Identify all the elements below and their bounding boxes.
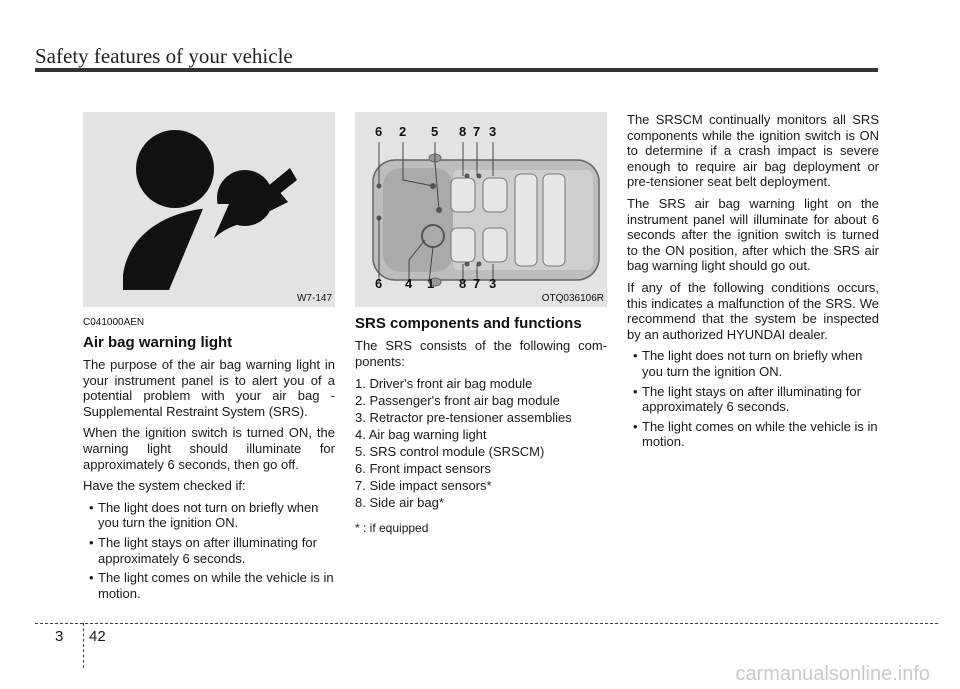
list-item: • The light does not turn on briefly when you turn the ignition ON. bbox=[627, 348, 879, 379]
list-item: 3. Retractor pre-tensioner assemblies bbox=[355, 410, 572, 426]
section-code: C041000AEN bbox=[83, 317, 145, 328]
label-number: 7 bbox=[473, 124, 481, 139]
figure-code: W7-147 bbox=[296, 293, 332, 304]
paragraph: Have the system checked if: bbox=[83, 478, 246, 494]
column-srs-components bbox=[355, 112, 607, 535]
list-item: • The light comes on while the vehicle is in motion. bbox=[627, 419, 879, 450]
vehicle-top-view-diagram bbox=[355, 112, 607, 307]
list-item: 6. Front impact sensors bbox=[355, 461, 491, 477]
label-number: 6 bbox=[375, 276, 383, 291]
section-heading: SRS components and functions bbox=[355, 315, 582, 332]
label-number: 8 bbox=[459, 124, 467, 139]
airbag-warning-icon bbox=[83, 112, 335, 307]
page-number: 42 bbox=[89, 628, 106, 645]
list-item: 4. Air bag warning light bbox=[355, 427, 487, 443]
list-item: • The light comes on while the vehicle is in motion. bbox=[83, 570, 335, 601]
section-number: 3 bbox=[55, 628, 64, 645]
label-number: 7 bbox=[473, 276, 481, 291]
list-item: 1. Driver's front air bag module bbox=[355, 376, 533, 392]
paragraph: When the ignition switch is turned ON, the warning light should illuminate for approximately 6 seconds, then go off. bbox=[83, 425, 335, 472]
label-number: 3 bbox=[489, 124, 497, 139]
footer-rule bbox=[35, 623, 938, 624]
column-srscm bbox=[627, 112, 879, 454]
paragraph: The purpose of the air bag warning light in your instrument panel is to alert you of a potential problem with your air bag - Supplemental Restraint System (SRS). bbox=[83, 357, 335, 419]
figure-code: OTQ036106R bbox=[541, 293, 604, 304]
footer-divider bbox=[83, 623, 84, 668]
header-rule bbox=[35, 68, 878, 72]
list-item: • The light stays on after illuminating for approximately 6 seconds. bbox=[627, 384, 879, 415]
section-heading: Air bag warning light bbox=[83, 334, 233, 351]
paragraph: If any of the following conditions occurs, this indicates a malfunction of the SRS. We recommend that the system be inspected by an authorized HYUNDAI dealer. bbox=[627, 279, 879, 342]
label-number: 5 bbox=[431, 124, 439, 139]
label-number: 4 bbox=[405, 276, 413, 291]
label-number: 2 bbox=[399, 124, 407, 139]
airbag-warning-figure bbox=[83, 112, 335, 307]
srs-components-figure bbox=[355, 112, 607, 307]
label-number: 8 bbox=[459, 276, 467, 291]
paragraph: The SRSCM continually monitors all SRS components while the ignition switch is ON to determine if a crash impact is severe enough to require air bag deployment or pre-tensioner seat belt deployment. bbox=[627, 112, 879, 190]
column-airbag-warning bbox=[83, 112, 335, 605]
list-item: 5. SRS control module (SRSCM) bbox=[355, 444, 545, 460]
label-number: 3 bbox=[489, 276, 497, 291]
label-number: 1 bbox=[427, 276, 435, 291]
list-item: • The light does not turn on briefly when you turn the ignition ON. bbox=[83, 500, 335, 531]
label-number: 6 bbox=[375, 124, 383, 139]
components-list bbox=[355, 375, 607, 511]
list-item: • The light stays on after illuminating for approximately 6 seconds. bbox=[83, 535, 335, 566]
list-item: 7. Side impact sensors* bbox=[355, 478, 492, 494]
page-header-title: Safety features of your vehicle bbox=[35, 44, 293, 68]
bullet-list bbox=[83, 500, 335, 602]
watermark: carmanualsonline.info bbox=[735, 663, 930, 685]
list-item: 2. Passenger's front air bag module bbox=[355, 393, 560, 409]
paragraph: The SRS consists of the following com-ponents: bbox=[355, 338, 607, 369]
bullet-list bbox=[627, 348, 879, 450]
footnote: * : if equipped bbox=[355, 521, 429, 536]
paragraph: The SRS air bag warning light on the instrument panel will illuminate for about 6 seconds after the ignition switch is turned to the ON position, after which the SRS air bag warning light should go out. bbox=[627, 195, 879, 274]
list-item: 8. Side air bag* bbox=[355, 495, 444, 511]
